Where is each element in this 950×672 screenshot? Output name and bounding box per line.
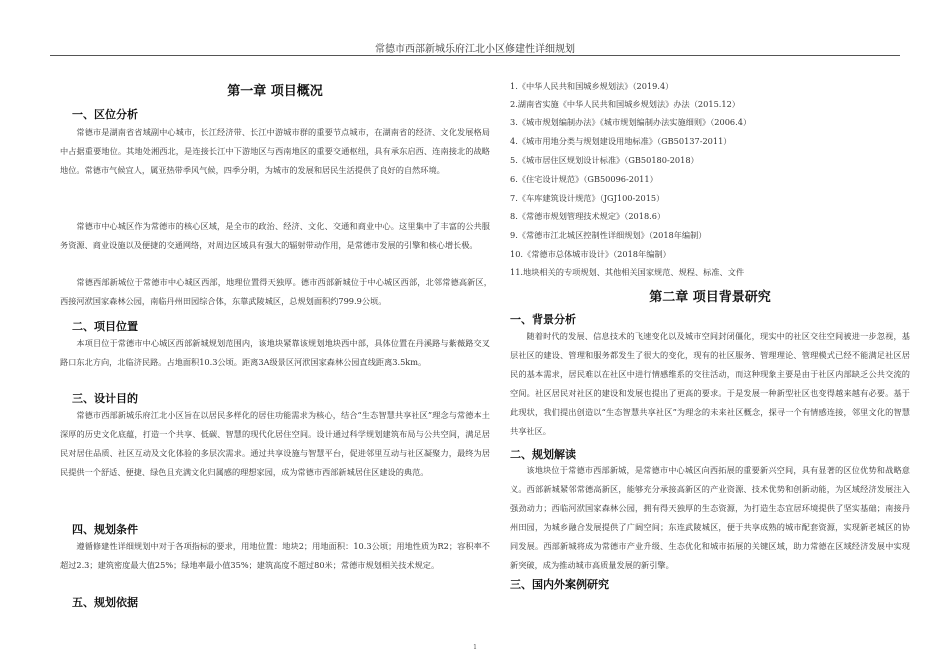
paragraph: 该地块位于常德市西部新城，是常德市中心城区向西拓展的重要新兴空间，具有显著的区位优势和战略意义。西部新城紧邻常德高新区，能够充分承接高新区的产业资源、技术优势和创新动能，为区域经济发展注入强劲动力；西临河洑国家森林公园，拥有得天独厚的生态资源，为打造生态宜居环境提供了坚实基础；南接丹州田园，为城乡融合发展提供了广阔空间；东连武陵城区，便于共享成熟的城市配套资源，实现新老城区的协同发展。西部新城将成为常德市产业升级、生态优化和城市拓展的关键区域，助力常德在区域经济发展中实现新突破，成为推动城市高质量发展的新引擎。 xyxy=(510,465,910,570)
list-item: 4.《城市用地分类与规划建设用地标准》（GB50137-2011） xyxy=(510,136,732,146)
list-item: 1.《中华人民共和国城乡规划法》（2019.4） xyxy=(510,81,674,91)
list-item: 8.《常德市规划管理技术规定》（2018.6） xyxy=(510,211,666,221)
paragraph: 常德西部新城位于常德市中心城区西部，地理位置得天独厚。德市西部新城位于中心城区西部，北邻常德高新区，西接河洑国家森林公园，南临丹州田园综合体，东靠武陵城区，总规划面积约799.9公顷。 xyxy=(60,277,492,306)
list-item: 5.《城市居住区规划设计标准》（GB50180-2018） xyxy=(510,155,699,165)
list-item: 6.《住宅设计规范》（GB50096-2011） xyxy=(510,174,658,184)
section-heading: 三、国内外案例研究 xyxy=(510,578,609,591)
section-heading: 五、规划依据 xyxy=(72,596,138,609)
paragraph: 本项目位于常德市中心城区西部新城规划范围内，该地块紧靠该规划地块西中部，具体位置在丹溪路与紫薇路交叉路口东北方向，北临济民路。占地面积10.3公顷。距离3A级景区河洑国家森林公园直线距离3.5km。 xyxy=(60,338,490,367)
section-heading: 四、规划条件 xyxy=(72,523,138,536)
list-item: 2.湖南省实施《中华人民共和国城乡规划法》办法（2015.12） xyxy=(510,99,740,109)
paragraph: 随着时代的发展、信息技术的飞速变化以及城市空间封闭僵化，现实中的社区交往空间被进一步忽视，基层社区的建设、管理和服务都发生了很大的变化，现有的社区服务、管理理论、管理模式已经不能满足社区居民的基本需求，居民难以在社区中进行情感维系的交往活动，而这种现象主要是由于社区内部缺乏公共交流的空间。社区居民对社区的建设和发展也提出了更高的要求。于是发展一种新型社区也变得越来越有必要。基于此现状，我们提出创造以“生态智慧共享社区”为理念的未来社区概念，探寻一个有情感连接，邻里文化的智慧共享社区。 xyxy=(510,331,910,436)
header-rule xyxy=(50,55,900,56)
section-heading: 一、区位分析 xyxy=(72,108,138,121)
paragraph: 常德市西部新城乐府江北小区旨在以居民多样化的居住功能需求为核心，结合“生态智慧共享社区”理念与常德本土深厚的历史文化底蕴，打造一个共享、低碳、智慧的现代化居住空间。设计通过科学规划建筑布局与公共空间，满足居民对居住品质、社区互动及文化体验的多层次需求。通过共享设施与智慧平台，促进邻里互动与社区凝聚力，最终为居民提供一个舒适、便捷、绿色且充满文化归属感的理想家园，成为常德市西部新城居住区建设的典范。 xyxy=(60,410,490,477)
section-heading: 三、设计目的 xyxy=(72,392,138,405)
list-item: 7.《车库建筑设计规范》（JGJ100-2015） xyxy=(510,193,665,203)
section-heading: 二、项目位置 xyxy=(72,320,138,333)
section-heading: 一、背景分析 xyxy=(510,313,576,326)
section-heading: 二、规划解读 xyxy=(510,448,576,461)
page-number: 1 xyxy=(473,644,477,651)
chapter-1-title: 第一章 项目概况 xyxy=(227,84,323,99)
list-item: 9.《常德市江北城区控制性详细规划》（2018年编制） xyxy=(510,230,707,240)
list-item: 11.地块相关的专项规划、其他相关国家规范、规程、标准、文件 xyxy=(510,267,745,277)
paragraph: 常德市中心城区作为常德市的核心区域，是全市的政治、经济、文化、交通和商业中心。这里集中了丰富的公共服务资源、商业设施以及便捷的交通网络，对周边区域具有强大的辐射带动作用，是常德市发展的引擎和核心增长极。 xyxy=(60,221,490,250)
list-item: 10.《常德市总体城市设计》（2018年编制） xyxy=(510,249,671,259)
paragraph: 常德市是湖南省省域副中心城市，长江经济带、长江中游城市群的重要节点城市，在湖南省的经济、文化发展格局中占据重要地位。其地处湘西北，是连接长江中下游地区与西南地区的重要交通枢纽，具有承东启西、连南接北的战略地位。常德市气候宜人，属亚热带季风气候，四季分明，为城市的发展和居民生活提供了良好的自然环境。 xyxy=(60,127,490,175)
paragraph: 遵循修建性详细规划中对于各项指标的要求，用地位置：地块2；用地面积：10.3公顷；用地性质为R2；容积率不超过2.3；建筑密度最大值25%；绿地率最小值35%；建筑高度不超过80米；常德市规划相关技术规定。 xyxy=(60,541,490,570)
chapter-2-title: 第二章 项目背景研究 xyxy=(649,290,771,305)
list-item: 3.《城市规划编制办法》《城市规划编制办法实施细则》（2006.4） xyxy=(510,117,752,127)
running-header: 常德市西部新城乐府江北小区修建性详细规划 xyxy=(375,44,575,55)
